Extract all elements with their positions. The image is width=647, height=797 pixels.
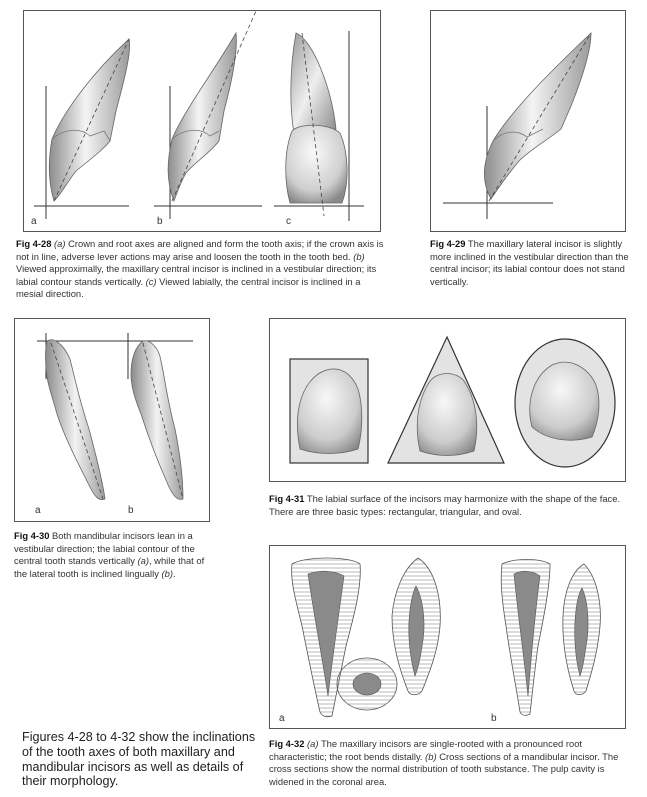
panel-label-a: a	[35, 505, 41, 516]
tooth-b-drawing	[154, 11, 262, 219]
panel-label-a: a	[279, 713, 285, 724]
fig-4-31-caption	[269, 493, 631, 518]
summary-paragraph: Figures 4-28 to 4-32 show the inclinations of the tooth axes of both maxillary and mandibular incisors as well as details of their morphology.	[22, 730, 256, 789]
caption-segment: (a)	[307, 738, 319, 749]
triangular-face-shape	[388, 337, 504, 463]
fig-4-31-image	[269, 318, 626, 482]
maxillary-incisor-section-2	[392, 558, 440, 695]
caption-segment: (b)	[161, 567, 173, 579]
caption-segment: (c)	[145, 275, 157, 287]
caption-segment: Crown and root axes are aligned and form the tooth axis; if the crown axis is not in line, adverse lever actions may arise and loosen the tooth in the tooth bed.	[16, 238, 384, 262]
caption-id: Fig 4-29	[430, 238, 466, 249]
panel-label-c: c	[286, 216, 291, 227]
caption-id: Fig 4-30	[14, 530, 50, 541]
mandibular-incisor-section-1	[501, 560, 550, 716]
fig-4-28-image	[23, 10, 381, 232]
fig-4-30-image	[14, 318, 210, 522]
caption-id: Fig 4-31	[269, 493, 305, 504]
lateral-incisor-drawing	[443, 33, 591, 219]
caption-segment: The maxillary incisors are single-rooted with a pronounced root characteristic; the root bends distally.	[269, 738, 583, 762]
caption-segment: , while that of the lateral tooth is inclined lingually	[14, 555, 205, 579]
fig-4-32-caption	[269, 738, 631, 788]
panel-label-b: b	[128, 505, 134, 516]
panel-label-a: a	[31, 216, 37, 227]
panel-label-b: b	[491, 713, 497, 724]
caption-segment: (a)	[54, 238, 66, 249]
tooth-a-drawing	[34, 37, 130, 219]
caption-segment: (b)	[353, 250, 365, 262]
caption-text	[269, 493, 620, 517]
caption-segment: (a)	[137, 555, 149, 567]
rectangular-face-shape	[290, 359, 368, 463]
panel-label-b: b	[157, 216, 163, 227]
caption-segment: Viewed approximally, the maxillary central incisor is inclined in a vestibular direction; its labial contour stands vertically.	[16, 263, 377, 287]
cross-section-oval	[337, 658, 397, 710]
oval-face-shape	[515, 339, 615, 467]
mandibular-lateral-drawing	[128, 333, 183, 499]
caption-segment: Both mandibular incisors lean in a vestibular direction; the labial contour of the central tooth stands vertically	[14, 530, 195, 567]
fig-4-32-image	[269, 545, 626, 729]
caption-text	[16, 238, 383, 299]
caption-segment: .	[172, 567, 176, 579]
caption-id: Fig 4-32	[269, 738, 305, 749]
fig-4-30-caption	[14, 530, 216, 580]
caption-segment: The labial surface of the incisors may harmonize with the shape of the face. There are three basic types: rectangular, triangular, and oval.	[269, 493, 621, 517]
caption-text	[269, 738, 618, 787]
mandibular-central-drawing	[46, 333, 106, 500]
caption-segment: The maxillary lateral incisor is slightly more inclined in the vestibular direction than the central incisor; its labial contour does not stand vertically.	[430, 238, 629, 287]
tooth-c-drawing	[274, 31, 364, 221]
fig-4-29-caption	[430, 238, 630, 288]
caption-id: Fig 4-28	[16, 238, 52, 249]
caption-segment: (b)	[425, 750, 437, 762]
fig-4-28-caption	[16, 238, 388, 301]
fig-4-29-image	[430, 10, 626, 232]
caption-segment: Viewed labially, the central incisor is inclined in a mesial direction.	[16, 275, 361, 300]
mandibular-incisor-section-2	[563, 564, 601, 695]
caption-segment: Cross sections of a mandibular incisor. The cross sections show the normal distribution of tooth substance. The pulp cavity is widened in the coronal area.	[269, 750, 619, 787]
